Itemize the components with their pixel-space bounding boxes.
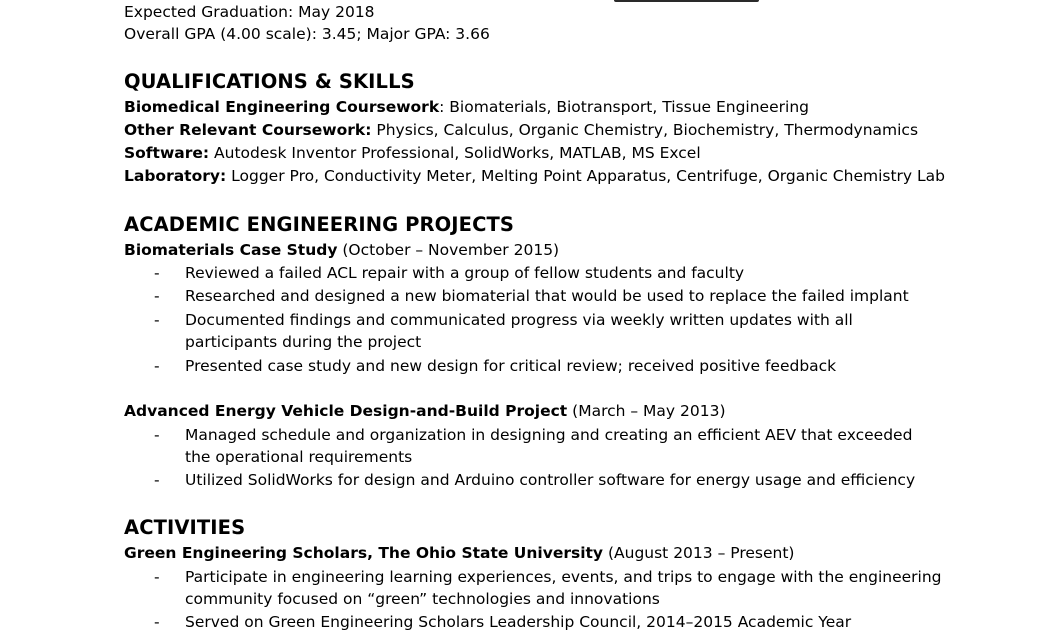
skill-label: Other Relevant Coursework:: [124, 121, 372, 139]
skill-label: Software:: [124, 144, 210, 162]
bullet-dash: -: [154, 568, 160, 586]
bullet-dash: -: [154, 287, 160, 305]
project-dates: (October – November 2015): [337, 241, 560, 259]
projects-heading: ACADEMIC ENGINEERING PROJECTS: [124, 213, 515, 236]
activity-bullet: Participate in engineering learning experiences, events, and trips to engage with the engineering: [185, 568, 942, 586]
project-title: Advanced Energy Vehicle Design-and-Build Project: [124, 402, 568, 420]
project-bullet-continuation: the operational requirements: [185, 448, 413, 466]
project-bullet: Utilized SolidWorks for design and Arduino controller software for energy usage and efficiency: [185, 471, 916, 489]
project-dates: (March – May 2013): [567, 402, 726, 420]
project-bullet: Researched and designed a new biomaterial that would be used to replace the failed implant: [185, 287, 909, 305]
cropped-text-fragment: [614, 0, 759, 2]
bullet-dash: -: [154, 264, 160, 282]
skill-value: Logger Pro, Conductivity Meter, Melting Point Apparatus, Centrifuge, Organic Chemistry Lab: [231, 167, 945, 185]
project-title-line: [124, 240, 559, 260]
skill-value: Autodesk Inventor Professional, SolidWorks, MATLAB, MS Excel: [214, 144, 701, 162]
project-title-line: [124, 401, 726, 421]
skill-row-software: [124, 143, 701, 163]
skill-value: Physics, Calculus, Organic Chemistry, Biochemistry, Thermodynamics: [376, 121, 919, 139]
activity-bullet-continuation: community focused on “green” technologies and innovations: [185, 590, 660, 608]
project-bullet: Presented case study and new design for critical review; received positive feedback: [185, 357, 837, 375]
activity-title-line: [124, 543, 794, 563]
bullet-dash: -: [154, 613, 160, 630]
skill-label: Laboratory:: [124, 167, 227, 185]
bullet-dash: -: [154, 311, 160, 329]
skill-row-other-coursework: [124, 120, 918, 140]
project-title: Biomaterials Case Study: [124, 241, 338, 259]
skill-value: Biomaterials, Biotransport, Tissue Engineering: [449, 98, 809, 116]
skill-row-biomedical-coursework: [124, 97, 809, 117]
bullet-dash: -: [154, 426, 160, 444]
qualifications-heading: QUALIFICATIONS & SKILLS: [124, 70, 415, 93]
activity-bullet: Served on Green Engineering Scholars Leadership Council, 2014–2015 Academic Year: [185, 613, 852, 630]
activity-dates: (August 2013 – Present): [603, 544, 795, 562]
project-bullet: Documented findings and communicated progress via weekly written updates with all: [185, 311, 853, 329]
bullet-dash: -: [154, 471, 160, 489]
skill-label: Biomedical Engineering Coursework: [124, 98, 440, 116]
activity-title: Green Engineering Scholars, The Ohio State University: [124, 544, 604, 562]
resume-page: [124, 0, 1024, 630]
bullet-dash: -: [154, 357, 160, 375]
project-bullet: Managed schedule and organization in designing and creating an efficient AEV that exceeded: [185, 426, 913, 444]
gpa-line: Overall GPA (4.00 scale): 3.45; Major GPA: 3.66: [124, 25, 490, 43]
skill-separator: :: [439, 98, 450, 116]
skill-row-laboratory: [124, 166, 945, 186]
activities-heading: ACTIVITIES: [124, 516, 246, 539]
expected-graduation: Expected Graduation: May 2018: [124, 3, 375, 21]
project-bullet-continuation: participants during the project: [185, 333, 422, 351]
project-bullet: Reviewed a failed ACL repair with a group of fellow students and faculty: [185, 264, 745, 282]
